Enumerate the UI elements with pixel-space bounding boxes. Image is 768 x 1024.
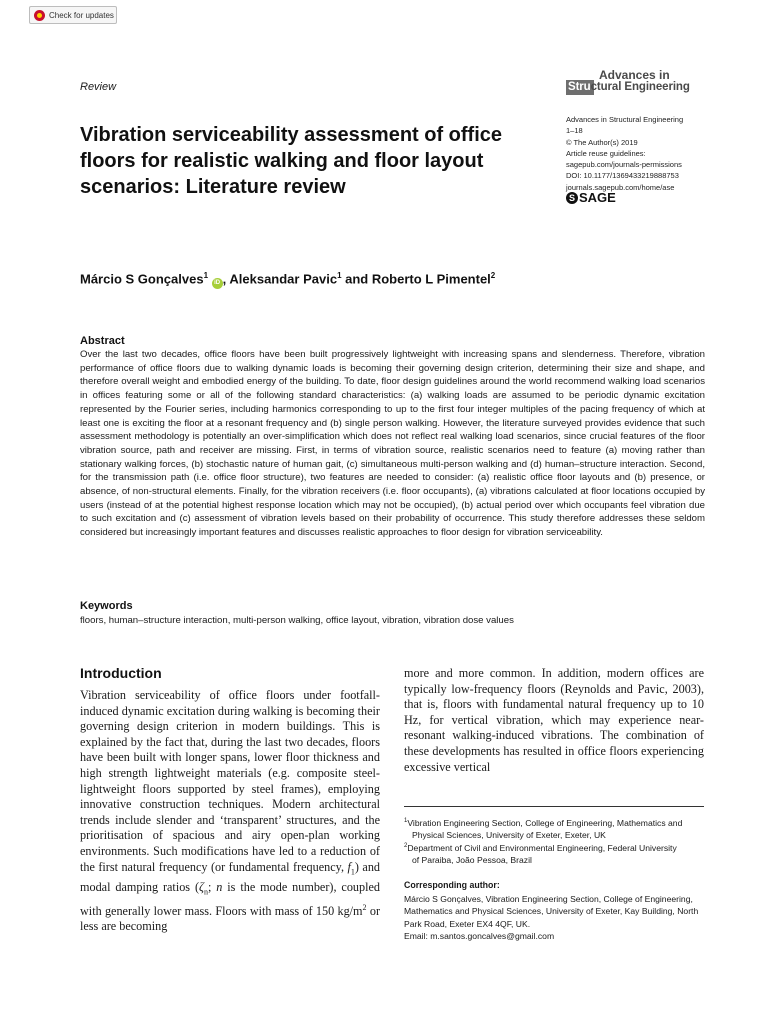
check-for-updates-label: Check for updates (49, 10, 114, 20)
logo-line2-rest: ctural Engineering (590, 81, 690, 93)
footnote-1-line1: Vibration Engineering Section, College of Engineering, Mathematics and (407, 817, 683, 828)
keywords-heading: Keywords (80, 600, 133, 612)
meta-reuse: Article reuse guidelines: (566, 148, 646, 158)
publisher-logo (566, 190, 616, 205)
intro-text-5: or less are becoming (80, 903, 380, 934)
publisher-name: SAGE (579, 190, 616, 205)
check-for-updates-button[interactable] (29, 6, 117, 24)
section-label: Review (80, 81, 117, 93)
corresponding-author (404, 893, 706, 942)
symbol-n: n (216, 879, 223, 894)
article-meta (566, 114, 683, 193)
meta-home-link[interactable]: journals.sagepub.com/home/ase (566, 182, 675, 192)
meta-copyright: © The Author(s) 2019 (566, 137, 638, 147)
article-title: Vibration serviceability assessment of office floors for realistic walking and floor layout scenarios: Literature review (80, 124, 503, 198)
subscript-n: n (203, 887, 208, 896)
footnote-2-line1: Department of Civil and Environmental Engineering, Federal University (407, 842, 677, 853)
author-list (80, 271, 495, 289)
logo-line1: Advances in (599, 68, 670, 82)
abstract-text: Over the last two decades, office floors have been built progressively lightweight with increasing spans and slenderness. Therefore, vibration performance of office floors due to walking dynamic loads is becoming their governing design criterion, determining their size and shape, and therefore overall weight and embodied energy of the building. To date, floor design guidelines around the world recommend walking load scenarios in offices featuring some or all of the following standard characteristics: (a) walking loads are assumed to be periodic dynamic excitation represented by the Fourier series, including harmonics corresponding to up to the first four integer multiples of the pacing frequency of which at least one is exciting the floor at a resonant frequency and (b) single person walking. However, the literature surveyed provides evidence that such assessment methodology is potentially an over-simplification which does not reflect real walking load scenarios, since crucial features of the floor vibration source, path and receiver are missing. First, in terms of vibration source, realistic scenarios need to feature (a) moving rather than stationary walking forces, (b) stochastic nature of human gait, (c) simultaneous multi-person walking and (d) human–structure interaction. Second, for the transmission path (i.e. office floor structure), two features are needed to consider: (a) realistic office floor layouts and (b) presence, or absence, of non-structural elements. Finally, for the vibration receivers (i.e. floor occupants), (a) vibrations calculated at floor locations occupied by users (instead of at the potential highest response location which may not be occupied), (b) actual period over which occupants feel vibration due to such excitation and (c) assessment of vibration levels based on their probability of occurrence. This study therefore addresses these seldom considered but increasingly important features and discusses realistic approaches to floor design for vibration serviceability. (80, 349, 705, 539)
sage-icon: S (566, 192, 578, 204)
footnote-2 (404, 840, 706, 866)
intro-text-1: Vibration serviceability of office floors under footfall-induced dynamic excitation during walking is becoming their governing design criterion in modern buildings. This is explained by the fact that, during the last two decades, floors have been built with longer spans, lower floor thickness and high strength lightweight materials (e.g. composite steel-lightweight floors supported by steel frames), employing innovative construction techniques. Modern architectural trends include slender and ‘transparent’ structures, and the prioritisation of spacious and airy open-plan working environments. Such modifications have led to a reduction of the first natural frequency (or fundamental frequency, (80, 688, 380, 874)
intro-left-column (80, 688, 380, 935)
journal-logo (566, 68, 706, 98)
abstract-heading: Abstract (80, 335, 125, 347)
footnote-1 (404, 815, 706, 841)
author-3-affiliation: 2 (490, 271, 496, 280)
meta-journal: Advances in Structural Engineering (566, 115, 684, 124)
orcid-icon[interactable]: iD (212, 278, 223, 289)
footnote-2-marker: 2 (404, 843, 408, 849)
crossmark-icon (34, 10, 45, 21)
corresponding-author-email[interactable]: Email: m.santos.goncalves@gmail.com (404, 930, 555, 941)
author-2[interactable]: , Aleksandar Pavic (222, 271, 338, 287)
author-1-affiliation: 1 (203, 271, 209, 280)
author-3[interactable]: and Roberto L Pimentel (341, 271, 491, 287)
corresponding-author-address: Márcio S Gonçalves, Vibration Engineering Section, College of Engineering, Mathematics and Physical Sciences, University of Exeter, Kay Building, North Park Road, Exeter EX4 4QF, UK. (404, 894, 699, 929)
intro-text-2: ) and modal damping ratios ( (80, 859, 381, 894)
logo-line2-inverse: Stru (568, 81, 591, 93)
logo-line2 (568, 81, 690, 93)
author-2-affiliation: 1 (337, 271, 342, 280)
symbol-f: f (347, 859, 351, 874)
superscript-2: 2 (362, 902, 367, 912)
corresponding-author-heading: Corresponding author: (404, 880, 500, 890)
footnote-1-marker: 1 (404, 818, 408, 824)
symbol-zeta: ζ (199, 879, 204, 894)
meta-pages: 1–18 (566, 126, 583, 136)
meta-reuse-link[interactable]: sagepub.com/journals-permissions (566, 160, 682, 170)
intro-text-3: ; (207, 879, 217, 894)
intro-text-4: is the mode number), coupled with generally lower mass. Floors with mass of 150 kg/m (80, 879, 381, 918)
footnote-2-line2: of Paraiba, João Pessoa, Brazil (412, 855, 532, 866)
author-1[interactable]: Márcio S Gonçalves (80, 271, 204, 287)
meta-doi[interactable]: DOI: 10.1177/1369433219888753 (566, 171, 679, 181)
introduction-heading: Introduction (80, 665, 162, 681)
intro-right-column: more and more common. In addition, modern offices are typically low-frequency floors (Reynolds and Pavic, 2003), that is, floors with fundamental natural frequency up to 10 Hz, for vertical vibration, which may experience near-resonant walking-induced vibrations. The combination of these developments has resulted in office floors experiencing excessive vertical (404, 666, 704, 774)
subscript-1: 1 (350, 866, 355, 876)
footnote-divider (404, 806, 704, 807)
keywords-text: floors, human–structure interaction, multi-person walking, office layout, vibration, vibration dose values (80, 615, 514, 626)
footnote-1-line2: Physical Sciences, University of Exeter, Exeter, UK (412, 830, 606, 841)
